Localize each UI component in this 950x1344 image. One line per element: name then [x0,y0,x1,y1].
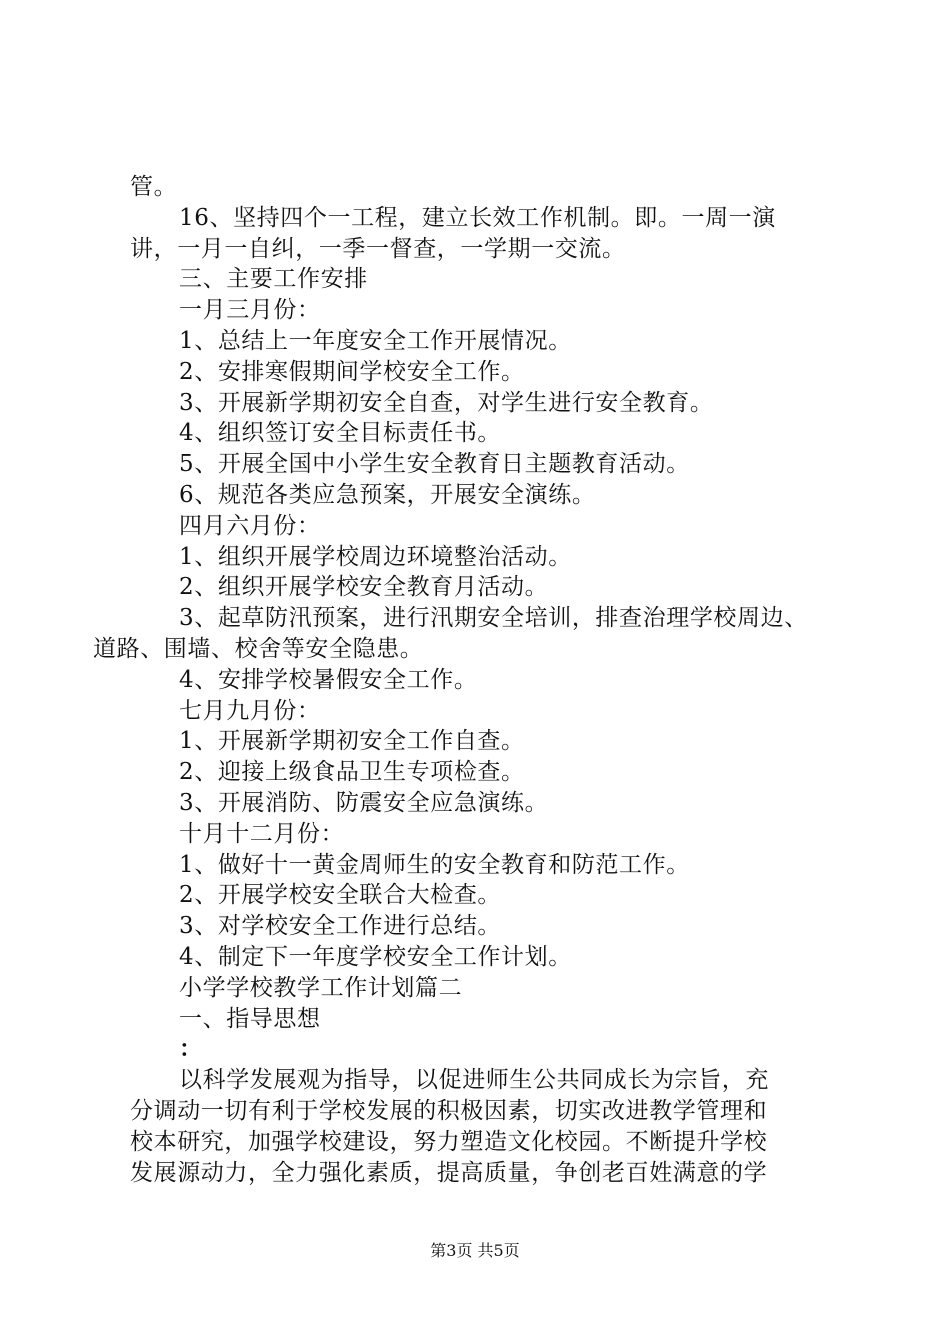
text-line: 分调动一切有利于学校发展的积极因素，切实改进教学管理和 [130,1097,768,1124]
text-line: 七月九月份： [179,697,321,724]
text-line: 3、开展消防、防震安全应急演练。 [179,789,549,816]
text-line: 1、组织开展学校周边环境整治活动。 [179,543,572,570]
text-line: 校本研究，加强学校建设，努力塑造文化校园。不断提升学校 [130,1128,768,1155]
text-line: 4、制定下一年度学校安全工作计划。 [179,943,572,970]
text-line: 2、迎接上级食品卫生专项检查。 [179,759,525,786]
text-line: 以科学发展观为指导，以促进师生公共同成长为宗旨，充 [179,1067,769,1094]
text-line: 5、开展全国中小学生安全教育日主题教育活动。 [179,451,690,478]
text-line: 小学学校教学工作计划篇二 [179,974,463,1001]
text-line: 十月十二月份： [179,820,345,847]
text-line: 3、开展新学期初安全自查，对学生进行安全教育。 [179,389,714,416]
page-footer: 第3页 共5页 [430,1241,520,1260]
text-line: 3、对学校安全工作进行总结。 [179,913,502,940]
text-line: 16、坚持四个一工程，建立长效工作机制。即。一周一演 [179,204,776,231]
text-line: 4、组织签订安全目标责任书。 [179,420,502,447]
text-line: 2、安排寒假期间学校安全工作。 [179,358,525,385]
text-line: 4、安排学校暑假安全工作。 [179,666,478,693]
document-body [93,172,830,1188]
text-line: 发展源动力，全力强化素质，提高质量，争创老百姓满意的学 [130,1159,768,1186]
text-line: 讲，一月一自纠，一季一督查，一学期一交流。 [130,235,626,262]
text-line: 2、开展学校安全联合大检查。 [179,882,502,909]
text-line: 1、总结上一年度安全工作开展情况。 [179,327,572,354]
text-line: 四月六月份： [179,512,321,539]
text-line: 1、做好十一黄金周师生的安全教育和防范工作。 [179,851,690,878]
text-line: 道路、围墙、校舍等安全隐患。 [93,635,424,662]
text-line: 管。 [130,174,178,200]
text-line: 一、指导思想 [179,1005,321,1032]
text-line: 一月三月份： [179,297,321,324]
text-line: 2、组织开展学校安全教育月活动。 [179,574,549,601]
text-line: 三、主要工作安排 [179,266,368,293]
text-line: 1、开展新学期初安全工作自查。 [179,728,525,755]
text-line: ： [179,1035,203,1063]
text-line: 3、起草防汛预案，进行汛期安全培训，排查治理学校周边、 [179,605,808,632]
text-line: 6、规范各类应急预案，开展安全演练。 [179,481,596,508]
